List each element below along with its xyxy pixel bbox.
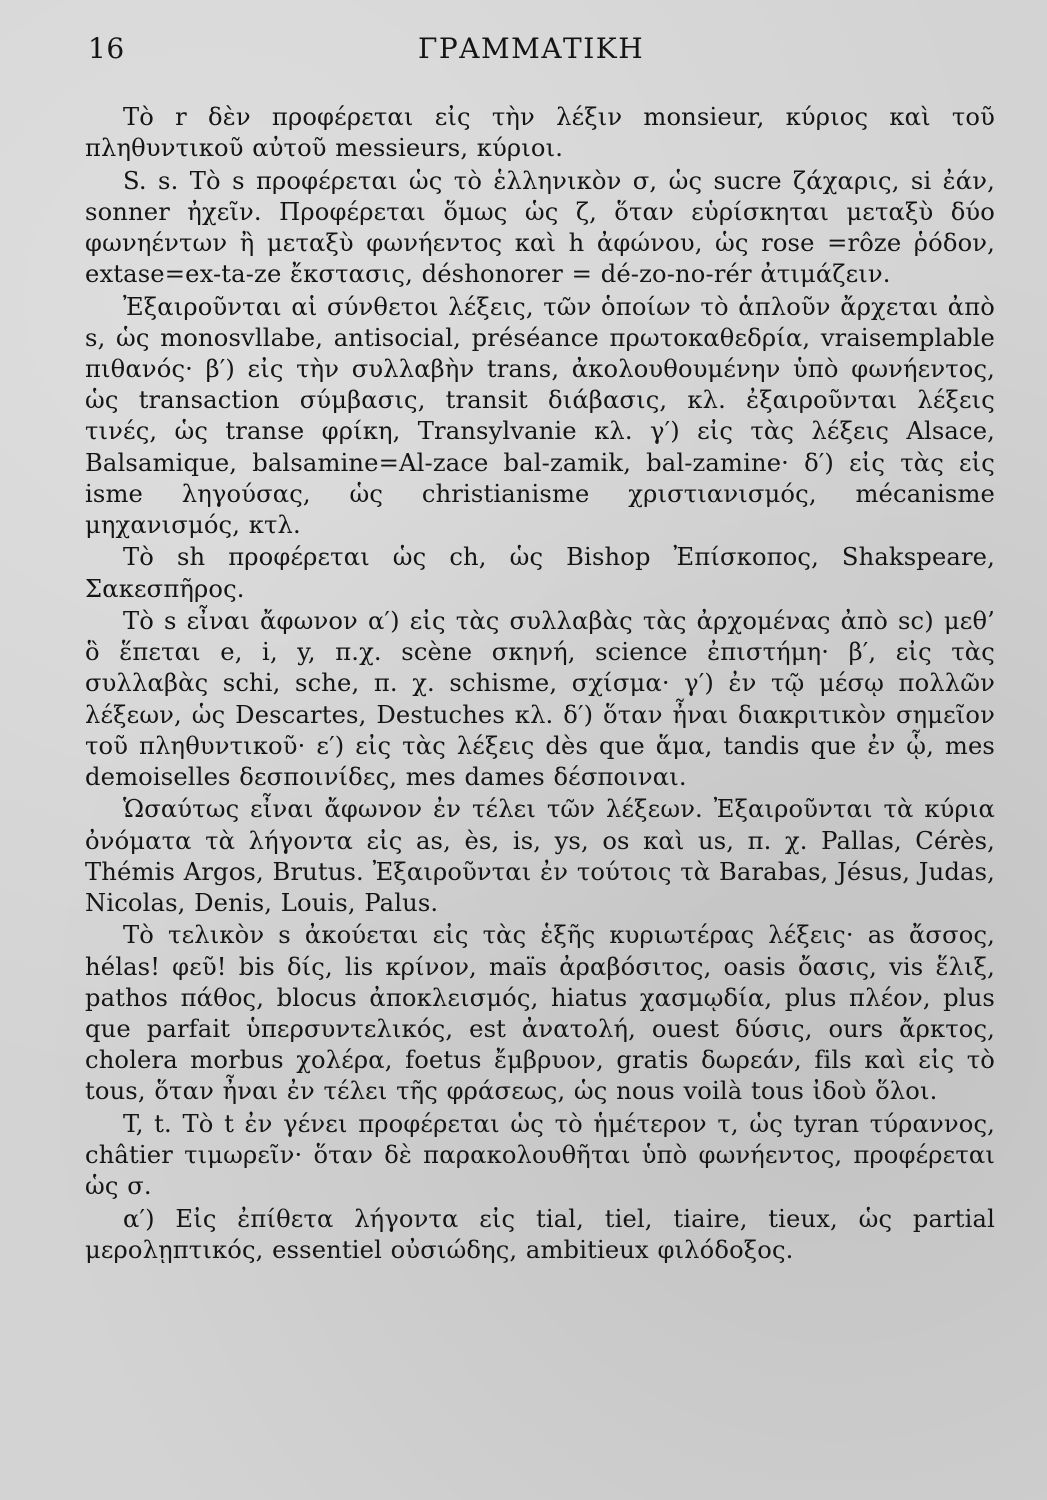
page-number: 16: [88, 32, 125, 65]
paragraph-r-monsieur: Τὸ r δὲν προφέρεται εἰς τὴν λέξιν monsieur, κύριος καὶ τοῦ πληθυντικοῦ αὐτοῦ messieurs, κύριοι.: [85, 103, 995, 163]
paragraph-s-final-silent: Ὡσαύτως εἶναι ἄφωνον ἐν τέλει τῶν λέξεων. Ἐξαιροῦνται τὰ κύρια ὀνόματα τὰ λήγοντα εἰς as, ès, is, ys, os καὶ us, π. χ. Pallas, Cérès, Thémis Argos, Brutus. Ἐξαιροῦνται ἐν τούτοις τὰ Barabas, Jésus, Judas, Nicolas, Denis, Louis, Palus.: [85, 795, 995, 918]
paragraph-s-exceptions: Ἐξαιροῦνται αἱ σύνθετοι λέξεις, τῶν ὁποίων τὸ ἁπλοῦν ἄρχεται ἀπὸ s, ὡς monosvllabe, antisocial, préséance πρωτοκαθεδρία, vraisemplable πιθανός· β′) εἰς τὴν συλλαβὴν trans, ἀκολουθουμένην ὑπὸ φωνήεντος, ὡς transaction σύμβασις, transit διάβασις, κλ. ἐξαιροῦνται λέξεις τινές, ὡς transe φρίκη, Transylvanie κλ. γ′) εἰς τὰς λέξεις Alsace, Balsamique, balsamine=Al-zace bal-zamik, bal-zamine· δ′) εἰς τὰς εἰς isme ληγούσας, ὡς christianisme χριστιανισμός, mécanisme μηχανισμός, κτλ.: [85, 292, 995, 540]
paragraph-t: T, t. Τὸ t ἐν γένει προφέρεται ὡς τὸ ἡμέτερον τ, ὡς tyran τύραννος, châtier τιμωρεῖν· ὅταν δὲ παρακολουθῆται ὑπὸ φωνήεντος, προφέρεται ὡς σ.: [85, 1109, 995, 1201]
paragraph-sh: Τὸ sh προφέρεται ὡς ch, ὡς Bishop Ἐπίσκοπος, Shakspeare, Σακεσπῆρος.: [85, 543, 995, 603]
page-header: [88, 30, 987, 74]
paragraph-s-final-heard: Τὸ τελικὸν s ἀκούεται εἰς τὰς ἑξῆς κυριωτέρας λέξεις· as ἄσσος, hélas! φεῦ! bis δίς, lis κρίνον, maïs ἀραβόσιτος, oasis ὄασις, vis ἕλιξ, pathos πάθος, blocus ἀποκλεισμός, hiatus χασμῳδία, plus πλέον, plus que parfait ὑπερσυντελικός, est ἀνατολή, ouest δύσις, ours ἄρκτος, cholera morbus χολέρα, foetus ἔμβρυον, gratis δωρεάν, fils καὶ εἰς τὸ tous, ὅταν ἦναι ἐν τέλει τῆς φράσεως, ὡς nous voilà tous ἰδοὺ ὅλοι.: [85, 921, 995, 1106]
paragraph-s-silent: Τὸ s εἶναι ἄφωνον α′) εἰς τὰς συλλαβὰς τὰς ἀρχομένας ἀπὸ sc) μεθ’ ὃ ἕπεται e, i, y, π.χ. scène σκηνή, science ἐπιστήμη· β′, εἰς τὰς συλλαβὰς schi, sche, π. χ. schisme, σχίσμα· γ′) ἐν τῷ μέσῳ πολλῶν λέξεων, ὡς Descartes, Destuches κλ. δ′) ὅταν ἦναι διακριτικὸν σημεῖον τοῦ πληθυντικοῦ· ε′) εἰς τὰς λέξεις dès que ἅμα, tandis que ἐν ᾧ, mes demoiselles δεσποινίδες, mes dames δέσποιναι.: [85, 607, 995, 792]
body-text: [85, 102, 995, 1267]
running-title: ΓΡΑΜΜΑΤΙΚΗ: [418, 32, 645, 65]
paragraph-s-pronunciation: S. s. Τὸ s προφέρεται ὡς τὸ ἑλληνικὸν σ, ὡς sucre ζάχαρις, si ἐάν, sonner ἠχεῖν. Προφέρεται ὅμως ὡς ζ, ὅταν εὑρίσκηται μεταξὺ δύο φωνηέντων ἢ μεταξὺ φωνήεντος καὶ h ἀφώνου, ὡς rose =rôze ῥόδον, extase=ex-ta-ze ἔκστασις, déshonorer = dé-zo-no-rér ἀτιμάζειν.: [85, 166, 995, 289]
paragraph-t-adjectives: α′) Εἰς ἐπίθετα λήγοντα εἰς tial, tiel, tiaire, tieux, ὡς partial μερολῃπτικός, essentiel οὐσιώδης, ambitieux φιλόδοξος.: [85, 1204, 995, 1264]
